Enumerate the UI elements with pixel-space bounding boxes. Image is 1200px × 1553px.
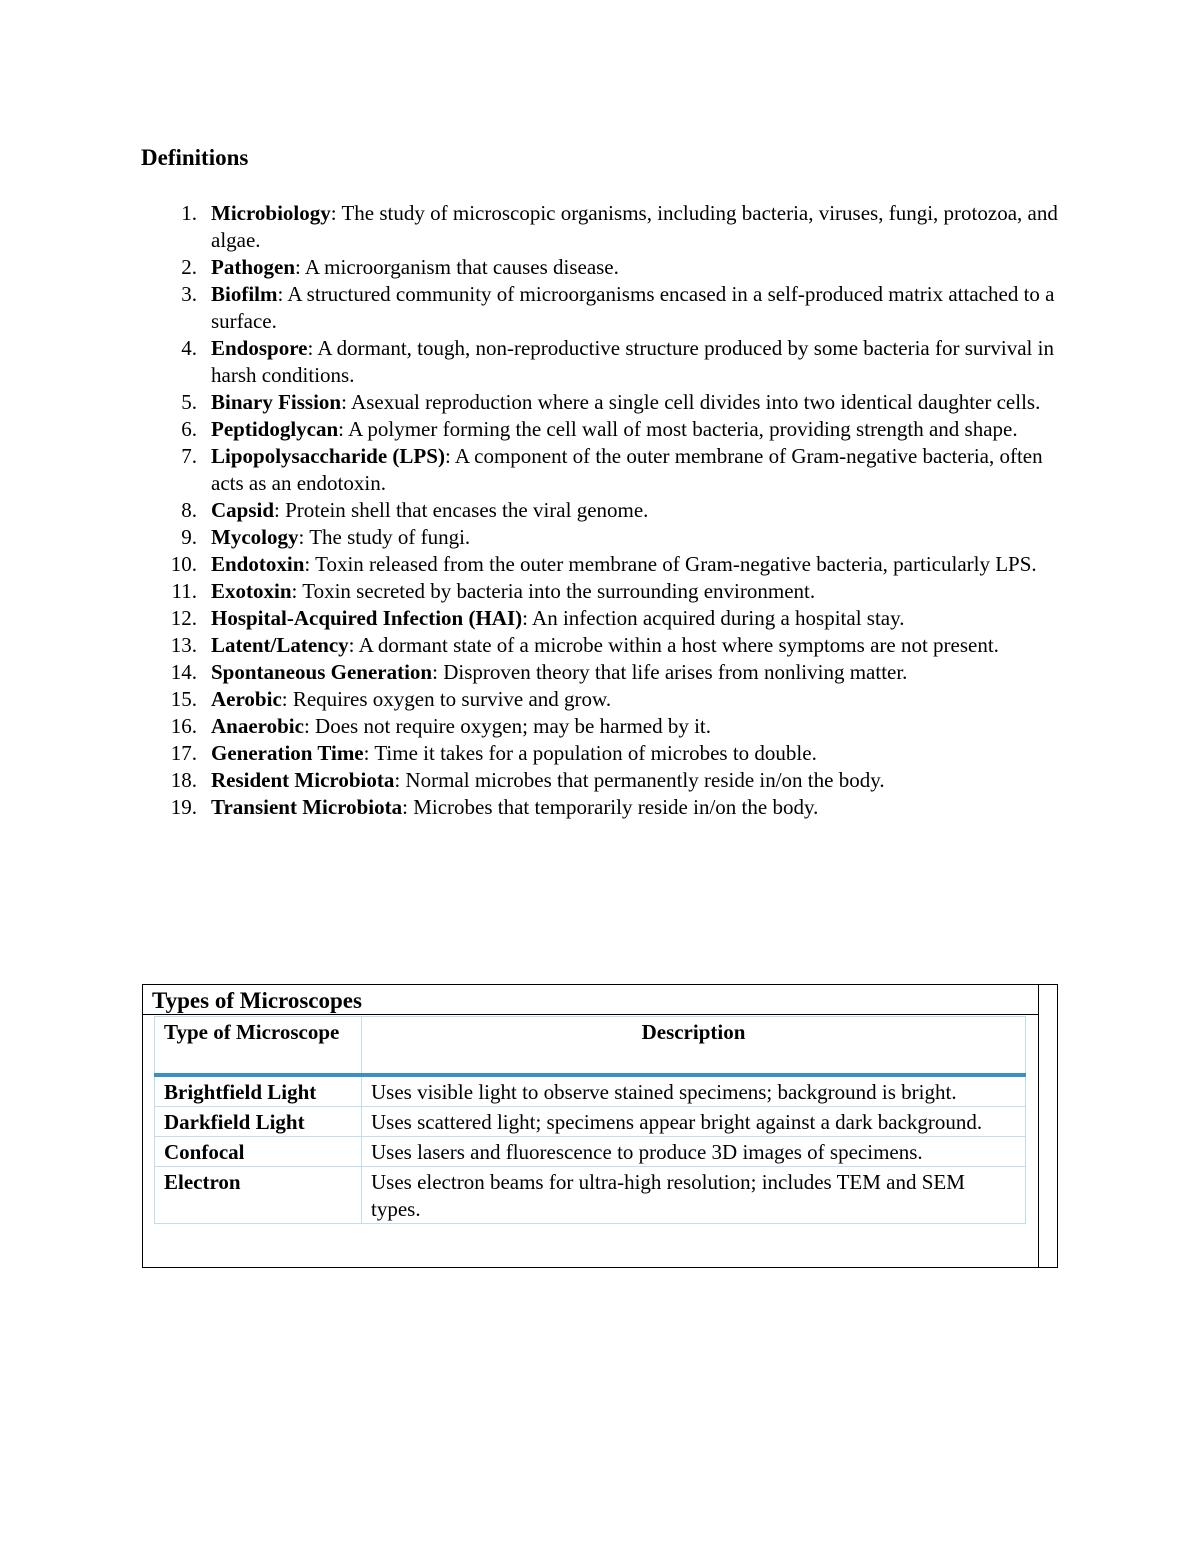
item-number: 7.	[181, 444, 197, 468]
type-cell: Brightfield Light	[155, 1075, 362, 1107]
item-term: Aerobic	[211, 687, 282, 711]
list-item	[141, 389, 1071, 416]
item-description: : Microbes that temporarily reside in/on the body.	[402, 795, 819, 819]
item-number: 11.	[171, 579, 197, 603]
item-number: 6.	[181, 417, 197, 441]
item-number: 12.	[170, 606, 197, 630]
item-number: 3.	[181, 282, 197, 306]
item-description: : A microorganism that causes disease.	[295, 255, 619, 279]
item-description: : An infection acquired during a hospital stay.	[522, 606, 905, 630]
item-term: Binary Fission	[211, 390, 342, 414]
list-item	[141, 335, 1071, 389]
item-term: Transient Microbiota	[211, 795, 403, 819]
item-description: : Toxin released from the outer membrane of Gram-negative bacteria, particularly LPS.	[304, 552, 1037, 576]
header-description: Description	[362, 1017, 1026, 1076]
list-item	[141, 254, 1071, 281]
item-term: Anaerobic	[211, 714, 304, 738]
item-number: 10.	[170, 552, 197, 576]
description-cell: Uses scattered light; specimens appear bright against a dark background.	[362, 1107, 1026, 1137]
list-item	[141, 659, 1071, 686]
list-item	[141, 443, 1071, 497]
item-number: 4.	[181, 336, 197, 360]
list-item	[141, 632, 1071, 659]
item-description: : A structured community of microorganisms encased in a self-produced matrix attached to a surface.	[211, 282, 1055, 333]
item-description: : A dormant, tough, non-reproductive structure produced by some bacteria for survival in harsh conditions.	[211, 336, 1054, 387]
list-item	[141, 497, 1071, 524]
list-item	[141, 200, 1071, 254]
list-item	[141, 740, 1071, 767]
item-number: 2.	[181, 255, 197, 279]
item-number: 1.	[181, 201, 197, 225]
table-row	[155, 1167, 1026, 1224]
list-item	[141, 605, 1071, 632]
item-term: Mycology	[211, 525, 299, 549]
item-description: : Time it takes for a population of microbes to double.	[363, 741, 817, 765]
table-row	[155, 1137, 1026, 1167]
description-cell: Uses visible light to observe stained specimens; background is bright.	[362, 1075, 1026, 1107]
item-number: 5.	[181, 390, 197, 414]
item-description: : Protein shell that encases the viral genome.	[274, 498, 649, 522]
list-item	[141, 551, 1071, 578]
description-cell: Uses lasers and fluorescence to produce 3D images of specimens.	[362, 1137, 1026, 1167]
table-header-row	[155, 1017, 1026, 1076]
item-number: 8.	[181, 498, 197, 522]
item-number: 14.	[170, 660, 197, 684]
item-description: : Does not require oxygen; may be harmed by it.	[303, 714, 712, 738]
list-item	[141, 524, 1071, 551]
item-number: 9.	[181, 525, 197, 549]
definitions-list	[141, 200, 1071, 821]
item-term: Resident Microbiota	[211, 768, 395, 792]
item-term: Generation Time	[211, 741, 364, 765]
item-number: 16.	[170, 714, 197, 738]
item-description: : Toxin secreted by bacteria into the surrounding environment.	[291, 579, 816, 603]
item-term: Biofilm	[211, 282, 278, 306]
item-description: : A dormant state of a microbe within a host where symptoms are not present.	[348, 633, 999, 657]
item-description: : Asexual reproduction where a single cell divides into two identical daughter cells.	[341, 390, 1041, 414]
type-cell: Confocal	[155, 1137, 362, 1167]
item-description: : The study of microscopic organisms, including bacteria, viruses, fungi, protozoa, and algae.	[211, 201, 1058, 252]
microscopes-table-title: Types of Microscopes	[152, 988, 362, 1013]
item-term: Microbiology	[211, 201, 331, 225]
item-number: 15.	[170, 687, 197, 711]
item-term: Lipopolysaccharide (LPS)	[211, 444, 445, 468]
list-item	[141, 578, 1071, 605]
list-item	[141, 416, 1071, 443]
item-term: Endospore	[211, 336, 308, 360]
item-description: : Requires oxygen to survive and grow.	[281, 687, 612, 711]
item-description: : Normal microbes that permanently reside in/on the body.	[394, 768, 885, 792]
item-description: : A component of the outer membrane of Gram-negative bacteria, often acts as an endotoxin.	[211, 444, 1043, 495]
list-item	[141, 794, 1071, 821]
item-term: Pathogen	[211, 255, 295, 279]
list-item	[141, 767, 1071, 794]
item-number: 18.	[170, 768, 197, 792]
item-term: Hospital-Acquired Infection (HAI)	[211, 606, 523, 630]
table-row	[155, 1075, 1026, 1107]
list-item	[141, 281, 1071, 335]
table-side-column	[1038, 984, 1058, 1268]
item-description: : A polymer forming the cell wall of most bacteria, providing strength and shape.	[338, 417, 1018, 441]
item-number: 19.	[170, 795, 197, 819]
type-cell: Electron	[155, 1167, 362, 1224]
item-number: 13.	[170, 633, 197, 657]
item-number: 17.	[170, 741, 197, 765]
type-cell: Darkfield Light	[155, 1107, 362, 1137]
definitions-heading: Definitions	[141, 145, 249, 170]
microscopes-table	[154, 1016, 1026, 1224]
list-item	[141, 686, 1071, 713]
header-type: Type of Microscope	[155, 1017, 362, 1076]
list-item	[141, 713, 1071, 740]
item-term: Endotoxin	[211, 552, 305, 576]
item-description: : The study of fungi.	[298, 525, 471, 549]
item-term: Latent/Latency	[211, 633, 349, 657]
description-cell: Uses electron beams for ultra-high resolution; includes TEM and SEM types.	[362, 1167, 1026, 1224]
item-term: Peptidoglycan	[211, 417, 339, 441]
item-term: Capsid	[211, 498, 275, 522]
item-term: Spontaneous Generation	[211, 660, 433, 684]
table-row	[155, 1107, 1026, 1137]
item-description: : Disproven theory that life arises from nonliving matter.	[432, 660, 908, 684]
item-term: Exotoxin	[211, 579, 292, 603]
